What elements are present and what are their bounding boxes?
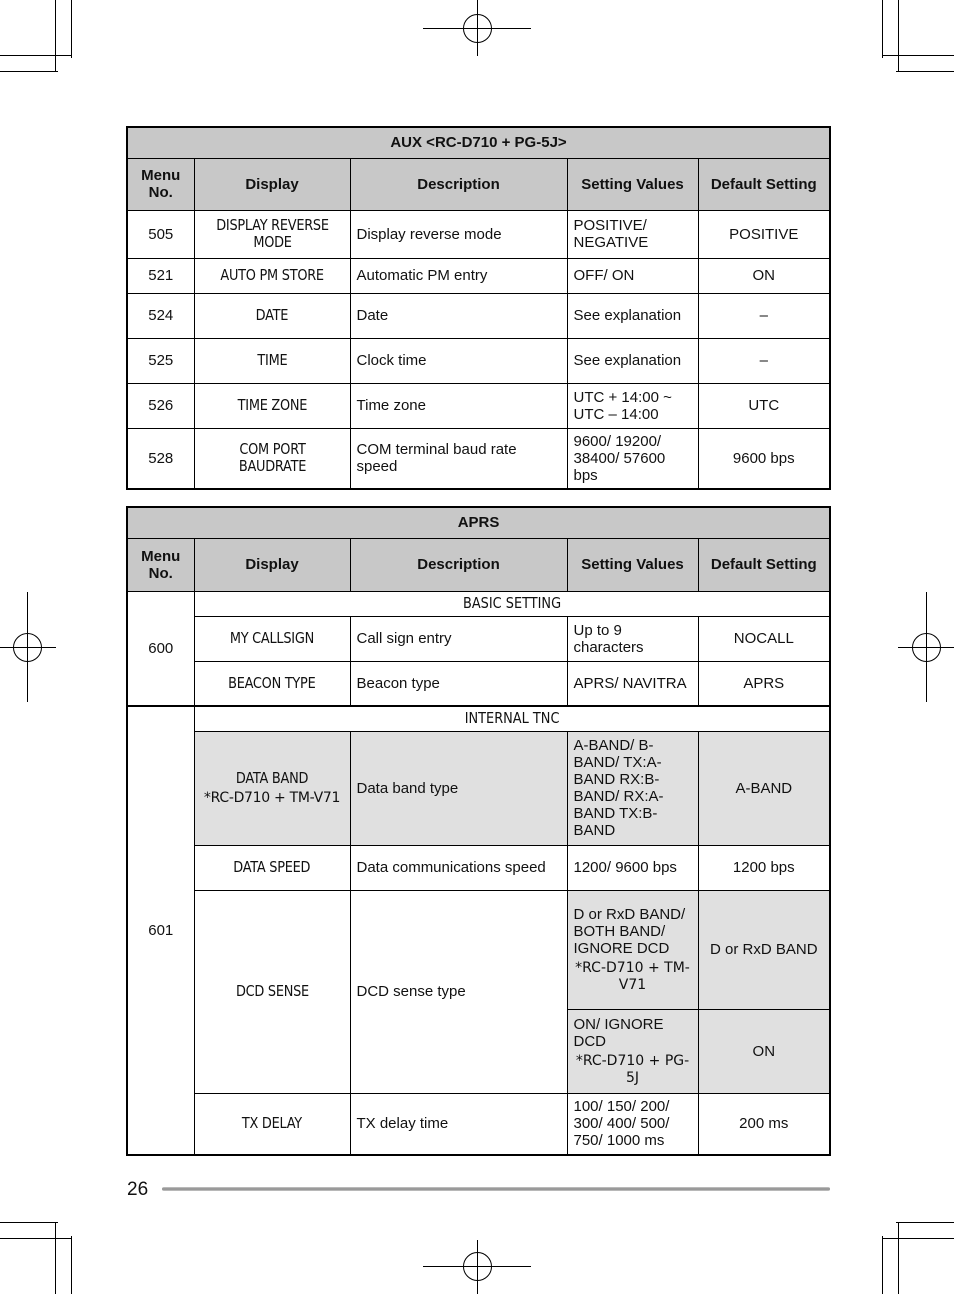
header-setting-values: Setting Values [567,158,698,210]
setting-values: 1200/ 9600 bps [567,845,698,890]
display-name: BEACON TYPE [194,661,350,706]
default-setting: 200 ms [698,1093,830,1155]
header-default-setting: Default Setting [698,158,830,210]
default-setting: A-BAND [698,731,830,845]
default-setting: POSITIVE [698,210,830,258]
model-note: *RC-D710 + TM-V71 [575,959,690,993]
description: Display reverse mode [350,210,567,258]
description: TX delay time [350,1093,567,1155]
table-row [127,258,830,293]
default-setting: – [698,338,830,383]
header-default-setting: Default Setting [698,538,830,591]
menu-number: 528 [127,428,194,489]
description: Time zone [350,383,567,428]
description: Data communications speed [350,845,567,890]
aux-settings-table [126,126,831,490]
default-setting: APRS [698,661,830,706]
table-row [127,890,830,1009]
table-row [127,616,830,661]
setting-values: See explanation [567,338,698,383]
table-row [127,210,830,258]
header-description: Description [350,158,567,210]
description: Automatic PM entry [350,258,567,293]
display-name: COM PORT BAUDRATE [194,428,350,489]
setting-values: 100/ 150/ 200/ 300/ 400/ 500/ 750/ 1000 ms [567,1093,698,1155]
setting-values: ON/ IGNORE DCD *RC-D710 + PG-5J [567,1009,698,1093]
description: Date [350,293,567,338]
setting-values: A-BAND/ B-BAND/ TX:A-BAND RX:B-BAND/ RX:A-BAND TX:B-BAND [567,731,698,845]
header-display: Display [194,538,350,591]
default-setting: – [698,293,830,338]
page-number: 26 [127,1179,149,1200]
setting-values: UTC + 14:00 ~ UTC – 14:00 [567,383,698,428]
section-internal-tnc: INTERNAL TNC [194,706,830,731]
display-name: DATA SPEED [194,845,350,890]
table-row [127,731,830,845]
display-name: DATE [194,293,350,338]
footer-rule [162,1187,830,1191]
description: Call sign entry [350,616,567,661]
menu-number: 505 [127,210,194,258]
setting-values: 9600/ 19200/ 38400/ 57600 bps [567,428,698,489]
table-row [127,428,830,489]
menu-number: 526 [127,383,194,428]
setting-values: See explanation [567,293,698,338]
setting-values: POSITIVE/ NEGATIVE [567,210,698,258]
aprs-settings-table [126,506,831,1156]
menu-number: 600 [127,591,194,706]
display-name: TIME [194,338,350,383]
header-description: Description [350,538,567,591]
section-row [127,591,830,616]
menu-number: 601 [127,706,194,1155]
default-setting: D or RxD BAND [698,890,830,1009]
display-name: DISPLAY REVERSE MODE [194,210,350,258]
description: Data band type [350,731,567,845]
display-name: TX DELAY [194,1093,350,1155]
section-basic-setting: BASIC SETTING [194,591,830,616]
menu-number: 521 [127,258,194,293]
display-name: AUTO PM STORE [194,258,350,293]
menu-number: 525 [127,338,194,383]
display-name: TIME ZONE [194,383,350,428]
default-setting: ON [698,258,830,293]
table-row [127,338,830,383]
default-setting: UTC [698,383,830,428]
header-menu-no: Menu No. [127,158,194,210]
default-setting: 9600 bps [698,428,830,489]
default-setting: NOCALL [698,616,830,661]
table-row [127,293,830,338]
table-row [127,845,830,890]
setting-values: D or RxD BAND/ BOTH BAND/ IGNORE DCD *RC-D710 + TM-V71 [567,890,698,1009]
aprs-table-title: APRS [127,507,830,538]
section-row [127,706,830,731]
default-setting: 1200 bps [698,845,830,890]
menu-number: 524 [127,293,194,338]
header-display: Display [194,158,350,210]
description: Clock time [350,338,567,383]
description: Beacon type [350,661,567,706]
display-name: DCD SENSE [194,890,350,1093]
table-row [127,383,830,428]
display-name: MY CALLSIGN [194,616,350,661]
table-row [127,661,830,706]
description: DCD sense type [350,890,567,1093]
header-menu-no: Menu No. [127,538,194,591]
header-setting-values: Setting Values [567,538,698,591]
setting-values: OFF/ ON [567,258,698,293]
setting-values: APRS/ NAVITRA [567,661,698,706]
setting-values: Up to 9 characters [567,616,698,661]
display-name: DATA BAND *RC-D710 + TM-V71 [194,731,350,845]
model-note: *RC-D710 + PG-5J [575,1052,690,1086]
model-note: *RC-D710 + TM-V71 [203,789,341,806]
aux-table-title: AUX <RC-D710 + PG-5J> [127,127,830,158]
table-row [127,1093,830,1155]
default-setting: ON [698,1009,830,1093]
description: COM terminal baud rate speed [350,428,567,489]
